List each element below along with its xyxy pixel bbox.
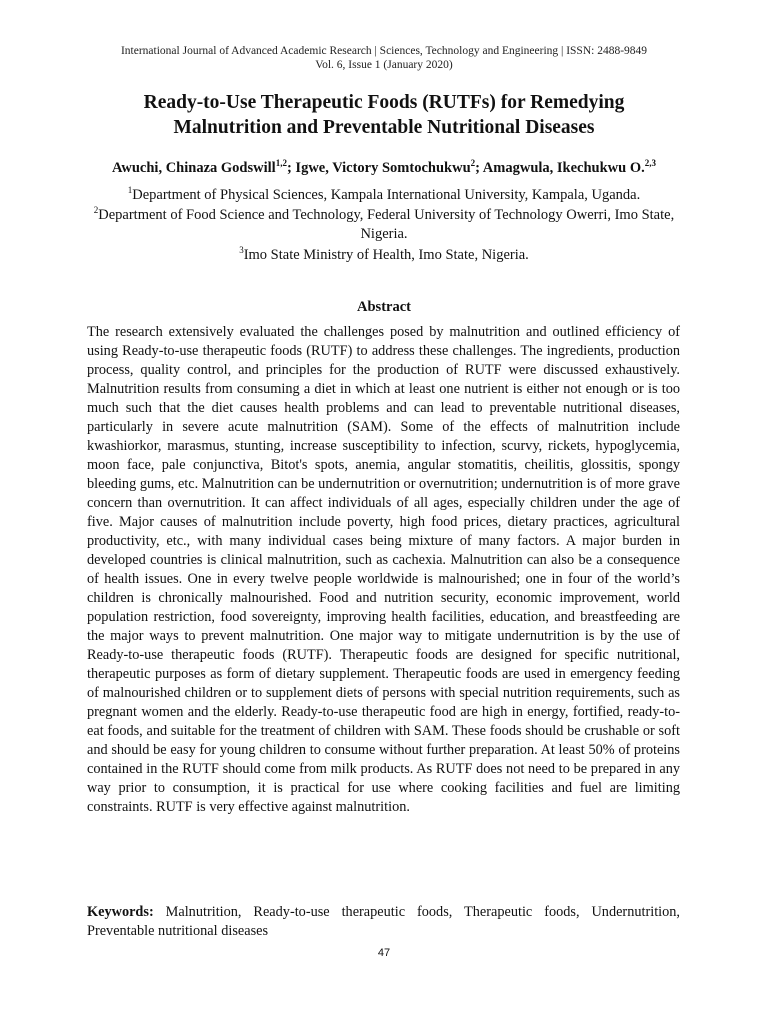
journal-header — [60, 44, 708, 72]
paper-title — [60, 90, 708, 140]
affiliation-text: Department of Physical Sciences, Kampala International University, Kampala, Uganda. — [132, 187, 641, 203]
affiliation — [80, 186, 688, 205]
author-affiliation-mark: 1,2 — [275, 158, 287, 169]
affiliation-mark: 3 — [239, 245, 244, 256]
author-name: Amagwula, Ikechukwu O. — [482, 160, 645, 176]
title-line-2: Malnutrition and Preventable Nutritional Diseases — [173, 117, 595, 138]
issue-line: Vol. 6, Issue 1 (January 2020) — [315, 59, 453, 71]
abstract-heading: Abstract — [357, 299, 411, 315]
journal-line: International Journal of Advanced Academic Research | Sciences, Technology and Engineering | ISSN: 2488-9849 — [120, 45, 648, 57]
author-affiliation-mark: 2 — [470, 158, 476, 169]
page-number: 47 — [377, 947, 391, 959]
title-line-1: Ready-to-Use Therapeutic Foods (RUTFs) for Remedying — [143, 92, 625, 113]
author-name: Awuchi, Chinaza Godswill — [112, 160, 276, 176]
keywords — [87, 903, 680, 941]
author-affiliation-mark: 2,3 — [644, 158, 656, 169]
affiliation — [80, 206, 688, 244]
author-name: Igwe, Victory Somtochukwu — [295, 160, 471, 176]
author-separator: ; — [286, 160, 296, 176]
affiliation-text: Department of Food Science and Technology, Federal University of Technology Owerri, Imo State, Nigeria. — [98, 207, 675, 242]
affiliation-mark: 1 — [127, 185, 133, 196]
affiliation-text: Imo State Ministry of Health, Imo State, Nigeria. — [243, 247, 529, 263]
keywords-text: Malnutrition, Ready-to-use therapeutic foods, Therapeutic foods, Undernutrition, Preventable nutritional diseases — [87, 904, 681, 939]
affiliation — [80, 246, 688, 265]
abstract-text: The research extensively evaluated the challenges posed by malnutrition and outlined efficiency of using Ready-to-use therapeutic foods (RUTF) to address these challenges. The ingredients, production process, quality control, and principles for the production of RUTF were discussed exhaustively. Malnutrition results from consuming a diet in which at least one nutrient is either not enough or is too much such that the diet causes health problems and can lead to preventable nutritional diseases, particularly in severe acute malnutrition (SAM). Some of the effects of malnutrition include kwashiorkor, marasmus, stunting, increase susceptibility to infection, scurvy, rickets, hypoglycemia, moon face, pale conjunctiva, Bitot's spots, anemia, angular stomatitis, cheilitis, glossitis, spongy bleeding gums, etc. Malnutrition can be undernutrition or overnutrition; undernutrition is of more grave concern than overnutrition. It can affect individuals of all ages, especially children under the age of five. Major causes of malnutrition include poverty, high food prices, dietary practices, agricultural productivity, etc., with many individual cases being mixture of many factors. A major burden in developed countries is clinical malnutrition, such as cachexia. Malnutrition can also be a consequence of health issues. One in every twelve people worldwide is malnourished; one in four of the world’s children is chronically malnourished. Food and nutrition security, economic improvement, world population restriction, food sovereignty, improving health facilities, education, and breastfeeding are the major ways to prevent malnutrition. One major way to mitigate undernutrition is by the use of Ready-to-use therapeutic foods (RUTF). Therapeutic foods are designed for specific nutritional, therapeutic purposes as form of dietary supplement. Therapeutic foods are used in emergency feeding of malnourished children or to supplement diets of persons with special nutrition requirements, such as pregnant women and the elderly. Ready-to-use therapeutic food are high in energy, fortified, ready-to-eat foods, and suitable for the treatment of children with SAM. These foods should be crushable or soft and should be easy for young children to consume without further preparation. At least 50% of proteins contained in the RUTF should come from milk products. As RUTF does not need to be prepared in any way prior to consumption, it is practical for use where cooking facilities and fuel are limiting constraints. RUTF is very effective against malnutrition. — [87, 324, 680, 815]
author-list — [60, 158, 708, 178]
author-separator: ; — [475, 160, 483, 176]
keywords-label: Keywords: — [87, 904, 154, 920]
affiliation-mark: 2 — [93, 205, 99, 216]
